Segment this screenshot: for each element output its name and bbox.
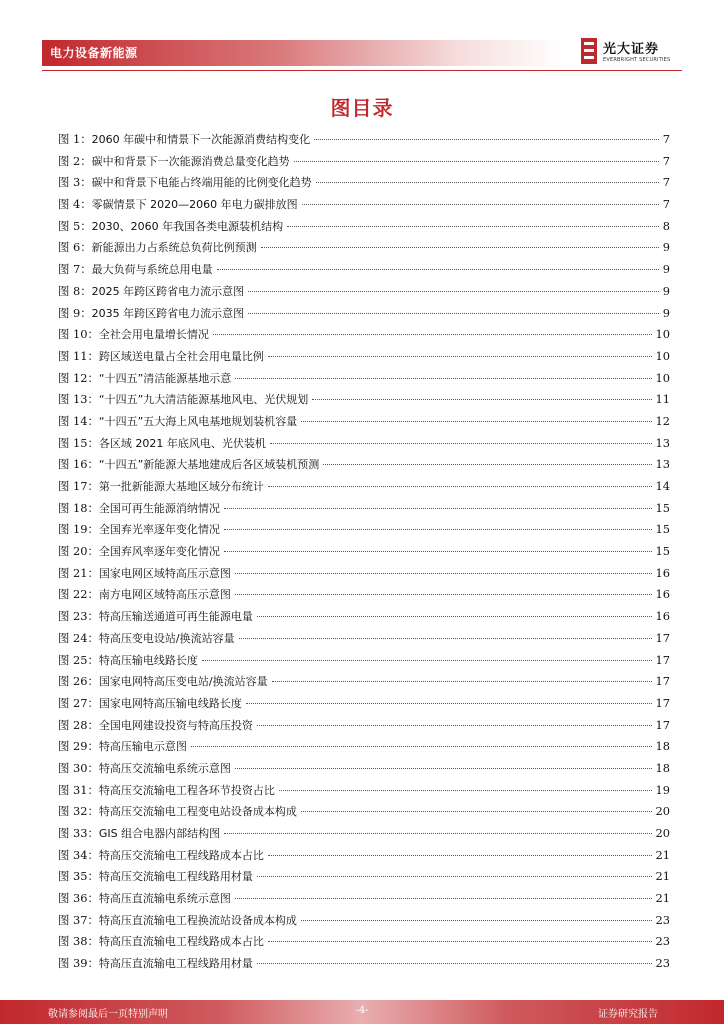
toc-entry-page: 9 bbox=[662, 240, 670, 255]
toc-entry-label: 图 39： bbox=[58, 956, 99, 971]
toc-entry-page: 23 bbox=[655, 912, 670, 927]
toc-entry-page: 10 bbox=[655, 348, 670, 363]
toc-entry[interactable] bbox=[58, 413, 670, 435]
toc-entry-title: “十四五”新能源大基地建成后各区域装机预测 bbox=[98, 458, 320, 472]
toc-entry-leader bbox=[239, 638, 652, 639]
toc-entry-label: 图 2： bbox=[58, 153, 92, 168]
toc-entry-page: 15 bbox=[655, 500, 670, 515]
toc-entry[interactable] bbox=[58, 261, 670, 283]
toc-entry-page: 13 bbox=[655, 435, 670, 450]
toc-entry-label: 图 18： bbox=[58, 500, 99, 515]
toc-entry-title: 零碳情景下 2020—2060 年电力碳排放图 bbox=[91, 198, 298, 212]
toc-entry-page: 17 bbox=[655, 717, 670, 732]
toc-entry-page: 19 bbox=[655, 782, 670, 797]
toc-entry-leader bbox=[270, 443, 652, 444]
toc-entry[interactable] bbox=[58, 283, 670, 305]
toc-entry-leader bbox=[246, 703, 652, 704]
toc-entry-page: 20 bbox=[655, 826, 670, 840]
toc-entry-leader bbox=[268, 356, 652, 357]
toc-entry-label: 图 15： bbox=[58, 435, 99, 450]
toc-entry[interactable] bbox=[58, 239, 670, 261]
toc-entry-leader bbox=[323, 464, 651, 465]
toc-entry-leader bbox=[217, 269, 659, 270]
toc-entry-title: 最大负荷与系统总用电量 bbox=[91, 263, 213, 277]
toc-entry-leader bbox=[312, 399, 651, 400]
toc-entry-label: 图 29： bbox=[58, 739, 99, 754]
toc-entry[interactable] bbox=[58, 955, 670, 977]
toc-entry-leader bbox=[248, 291, 659, 292]
toc-entry-label: 图 5： bbox=[58, 218, 92, 233]
toc-entry-leader bbox=[261, 247, 659, 248]
toc-entry-leader bbox=[301, 421, 651, 422]
toc-entry[interactable] bbox=[58, 131, 670, 153]
toc-entry-leader bbox=[235, 594, 652, 595]
toc-entry-page: 11 bbox=[655, 392, 670, 407]
toc-entry-label: 图 17： bbox=[58, 479, 99, 493]
toc-entry-leader bbox=[279, 790, 652, 791]
toc-entry-page: 7 bbox=[662, 175, 670, 190]
toc-entry-leader bbox=[224, 529, 652, 530]
toc-entry-title: 碳中和背景下一次能源消费总量变化趋势 bbox=[91, 154, 290, 168]
toc-entry-label: 图 38： bbox=[58, 934, 99, 949]
toc-entry-page: 14 bbox=[655, 479, 670, 493]
toc-entry-page: 17 bbox=[655, 674, 670, 689]
toc-entry-leader bbox=[294, 161, 659, 162]
toc-entry-title: 全国弃光率逐年变化情况 bbox=[98, 523, 220, 537]
toc-entry[interactable] bbox=[58, 196, 670, 218]
toc-entry-title: 特高压变电设站/换流站容量 bbox=[98, 631, 235, 645]
toc-entry-title: “十四五”五大海上风电基地规划装机容量 bbox=[98, 414, 298, 428]
toc-entry-label: 图 30： bbox=[58, 760, 99, 775]
toc-entry-title: 2030、2060 年我国各类电源装机结构 bbox=[91, 219, 284, 233]
toc-entry-page: 21 bbox=[655, 891, 670, 906]
toc-entry-page: 17 bbox=[655, 695, 670, 710]
toc-entry-title: 2035 年跨区跨省电力流示意图 bbox=[91, 306, 245, 320]
toc-entry-page: 18 bbox=[655, 739, 670, 754]
toc-entry-title: 特高压交流输电工程线路用材量 bbox=[98, 870, 253, 884]
toc-entry-leader bbox=[224, 833, 651, 834]
toc-entry[interactable] bbox=[58, 695, 670, 717]
toc-entry[interactable] bbox=[58, 174, 670, 196]
toc-entry-title: 特高压交流输电系统示意图 bbox=[98, 761, 231, 775]
toc-entry-leader bbox=[235, 573, 652, 574]
toc-entry-title: 国家电网特高压输电线路长度 bbox=[98, 696, 242, 710]
toc-entry-page: 9 bbox=[662, 283, 670, 298]
toc-entry-leader bbox=[224, 508, 652, 509]
toc-entry-title: 南方电网区域特高压示意图 bbox=[98, 588, 231, 602]
toc-entry-title: 特高压直流输电系统示意图 bbox=[98, 892, 231, 906]
toc-entry-title: 全国电网建设投资与特高压投资 bbox=[98, 718, 253, 732]
toc-entry-page: 9 bbox=[662, 262, 670, 277]
toc-entry-leader bbox=[302, 204, 659, 205]
toc-entry-leader bbox=[257, 616, 652, 617]
toc-entry[interactable] bbox=[58, 673, 670, 695]
toc-entry[interactable] bbox=[58, 543, 670, 565]
toc-entry-title: 特高压直流输电工程线路用材量 bbox=[98, 957, 253, 971]
toc-entry-page: 13 bbox=[655, 457, 670, 472]
toc-entry-label: 图 21： bbox=[58, 565, 99, 580]
toc-entry-leader bbox=[248, 313, 659, 314]
toc-entry[interactable] bbox=[58, 782, 670, 804]
toc-entry-title: “十四五”九大清洁能源基地风电、光伏规划 bbox=[98, 393, 309, 407]
toc-entry-title: 2025 年跨区跨省电力流示意图 bbox=[91, 284, 245, 298]
toc-entry-page: 9 bbox=[662, 305, 670, 320]
toc-entry-label: 图 36： bbox=[58, 891, 99, 906]
toc-entry-title: 碳中和背景下电能占终端用能的比例变化趋势 bbox=[91, 176, 312, 190]
toc-entry[interactable] bbox=[58, 565, 670, 587]
toc-entry-label: 图 22： bbox=[58, 587, 99, 602]
toc-entry-title: 特高压输电线路长度 bbox=[98, 653, 198, 667]
toc-entry[interactable] bbox=[58, 652, 670, 674]
toc-entry[interactable] bbox=[58, 630, 670, 652]
toc-entry-page: 7 bbox=[662, 197, 670, 212]
toc-entry-leader bbox=[202, 660, 652, 661]
toc-entry-page: 12 bbox=[655, 413, 670, 428]
footer-disclaimer: 敬请参阅最后一页特别声明 bbox=[48, 1009, 168, 1020]
toc-entry-leader bbox=[301, 920, 652, 921]
toc-entry-title: “十四五”清洁能源基地示意 bbox=[98, 371, 232, 385]
toc-entry[interactable] bbox=[58, 586, 670, 608]
toc-entry-label: 图 19： bbox=[58, 522, 99, 537]
toc-entry[interactable] bbox=[58, 500, 670, 522]
toc-entry-label: 图 13： bbox=[58, 392, 99, 407]
toc-entry-page: 7 bbox=[662, 153, 670, 168]
toc-entry-page: 23 bbox=[655, 956, 670, 971]
toc-entry-page: 21 bbox=[655, 869, 670, 884]
toc-entry-title: 特高压输送通道可再生能源电量 bbox=[98, 610, 253, 624]
toc-entry-page: 16 bbox=[655, 609, 670, 624]
toc-entry-title: 特高压输电示意图 bbox=[98, 740, 187, 754]
toc-entry[interactable] bbox=[58, 435, 670, 457]
header-divider bbox=[42, 70, 682, 71]
toc-entry[interactable] bbox=[58, 391, 670, 413]
toc-entry-leader bbox=[268, 941, 652, 942]
toc-entry-page: 18 bbox=[655, 760, 670, 775]
toc-entry-label: 图 32： bbox=[58, 804, 99, 819]
toc-entry-title: 国家电网区域特高压示意图 bbox=[98, 566, 231, 580]
toc-entry[interactable] bbox=[58, 760, 670, 782]
toc-entry-label: 图 12： bbox=[58, 370, 99, 385]
toc-entry-leader bbox=[213, 334, 652, 335]
toc-entry[interactable] bbox=[58, 825, 670, 847]
toc-entry-label: 图 3： bbox=[58, 175, 92, 190]
toc-entry-leader bbox=[314, 139, 659, 140]
toc-entry-page: 15 bbox=[655, 522, 670, 537]
toc-entry-label: 图 24： bbox=[58, 630, 99, 645]
section-title: 电力设备新能源 bbox=[50, 46, 138, 60]
toc-entry-label: 图 10： bbox=[58, 327, 99, 342]
toc-entry-title: 2060 年碳中和情景下一次能源消费结构变化 bbox=[91, 133, 311, 146]
toc-entry-leader bbox=[268, 855, 652, 856]
toc-entry-label: 图 27： bbox=[58, 695, 99, 710]
toc-entry-page: 15 bbox=[655, 544, 670, 559]
figure-list bbox=[58, 131, 670, 977]
toc-entry-page: 7 bbox=[662, 132, 670, 146]
toc-entry-label: 图 23： bbox=[58, 609, 99, 624]
toc-entry-title: 全社会用电量增长情况 bbox=[98, 328, 209, 342]
toc-entry-leader bbox=[224, 551, 652, 552]
toc-entry-label: 图 26： bbox=[58, 674, 99, 689]
toc-entry-title: 特高压直流输电工程线路成本占比 bbox=[98, 935, 264, 949]
toc-entry[interactable] bbox=[58, 738, 670, 760]
toc-entry-title: 全国弃风率逐年变化情况 bbox=[98, 545, 220, 559]
toc-entry-leader bbox=[257, 876, 652, 877]
toc-entry-label: 图 8： bbox=[58, 283, 92, 298]
toc-entry-label: 图 1： bbox=[58, 132, 92, 146]
toc-entry-label: 图 31： bbox=[58, 782, 99, 797]
toc-entry-label: 图 4： bbox=[58, 197, 92, 212]
toc-entry[interactable] bbox=[58, 478, 670, 500]
toc-entry-page: 20 bbox=[655, 804, 670, 819]
toc-entry-page: 16 bbox=[655, 587, 670, 602]
toc-entry-page: 21 bbox=[655, 847, 670, 862]
toc-entry-title: 特高压交流输电工程线路成本占比 bbox=[98, 848, 264, 862]
toc-entry[interactable] bbox=[58, 933, 670, 955]
toc-entry-leader bbox=[316, 182, 659, 183]
toc-entry-label: 图 9： bbox=[58, 305, 92, 320]
toc-entry-title: 全国可再生能源消纳情况 bbox=[98, 501, 220, 515]
toc-entry-label: 图 6： bbox=[58, 240, 92, 255]
toc-entry[interactable] bbox=[58, 608, 670, 630]
toc-entry-label: 图 14： bbox=[58, 413, 99, 428]
toc-entry-label: 图 34： bbox=[58, 847, 99, 862]
toc-entry-leader bbox=[301, 811, 652, 812]
toc-entry[interactable] bbox=[58, 912, 670, 934]
toc-entry-label: 图 7： bbox=[58, 262, 92, 277]
toc-entry-leader bbox=[287, 226, 659, 227]
toc-entry-label: 图 37： bbox=[58, 912, 99, 927]
toc-entry-leader bbox=[191, 746, 652, 747]
toc-entry-page: 17 bbox=[655, 630, 670, 645]
toc-entry-page: 17 bbox=[655, 652, 670, 667]
toc-entry-title: GIS 组合电器内部结构图 bbox=[98, 827, 221, 840]
toc-entry-leader bbox=[257, 963, 652, 964]
toc-title: 图目录 bbox=[330, 96, 394, 120]
toc-entry[interactable] bbox=[58, 868, 670, 890]
toc-entry-title: 特高压直流输电工程换流站设备成本构成 bbox=[98, 913, 297, 927]
toc-entry[interactable] bbox=[58, 370, 670, 392]
toc-entry-title: 各区域 2021 年底风电、光伏装机 bbox=[98, 436, 266, 450]
toc-entry-page: 8 bbox=[662, 218, 670, 233]
toc-entry-page: 23 bbox=[655, 934, 670, 949]
toc-entry-leader bbox=[235, 378, 651, 379]
page-number: -4- bbox=[355, 1005, 369, 1016]
toc-entry-page: 10 bbox=[655, 327, 670, 342]
toc-entry-label: 图 11： bbox=[58, 348, 99, 363]
toc-entry[interactable] bbox=[58, 803, 670, 825]
brand-name: 光大证券 bbox=[603, 42, 660, 57]
toc-entry-page: 16 bbox=[655, 565, 670, 580]
toc-entry-label: 图 20： bbox=[58, 544, 99, 559]
toc-entry[interactable] bbox=[58, 456, 670, 478]
brand-logo-icon bbox=[581, 38, 597, 64]
toc-entry-leader bbox=[268, 486, 652, 487]
toc-entry[interactable] bbox=[58, 348, 670, 370]
toc-entry-label: 图 25： bbox=[58, 652, 99, 667]
toc-entry[interactable] bbox=[58, 521, 670, 543]
toc-entry[interactable] bbox=[58, 890, 670, 912]
toc-entry-page: 10 bbox=[655, 370, 670, 385]
toc-entry-title: 特高压交流输电工程变电站设备成本构成 bbox=[98, 805, 297, 819]
toc-entry[interactable] bbox=[58, 218, 670, 240]
toc-entry-leader bbox=[257, 725, 652, 726]
brand-logo bbox=[581, 36, 691, 68]
toc-entry[interactable] bbox=[58, 326, 670, 348]
toc-entry-title: 国家电网特高压变电站/换流站容量 bbox=[98, 675, 268, 689]
toc-entry-title: 跨区域送电量占全社会用电量比例 bbox=[98, 349, 264, 363]
toc-entry-leader bbox=[272, 681, 652, 682]
toc-entry[interactable] bbox=[58, 305, 670, 327]
toc-entry-label: 图 28： bbox=[58, 717, 99, 732]
toc-entry-leader bbox=[235, 898, 652, 899]
toc-entry[interactable] bbox=[58, 717, 670, 739]
toc-entry[interactable] bbox=[58, 847, 670, 869]
toc-entry-label: 图 33： bbox=[58, 826, 99, 840]
toc-entry-title: 第一批新能源大基地区域分布统计 bbox=[98, 480, 264, 493]
toc-entry-title: 新能源出力占系统总负荷比例预测 bbox=[91, 241, 257, 255]
footer-report-type: 证券研究报告 bbox=[598, 1009, 658, 1020]
toc-entry-label: 图 35： bbox=[58, 869, 99, 884]
toc-entry[interactable] bbox=[58, 153, 670, 175]
toc-entry-leader bbox=[235, 768, 652, 769]
toc-entry-label: 图 16： bbox=[58, 457, 99, 472]
brand-subtitle: EVERBRIGHT SECURITIES bbox=[603, 57, 671, 63]
toc-entry-title: 特高压交流输电工程各环节投资占比 bbox=[98, 783, 275, 797]
